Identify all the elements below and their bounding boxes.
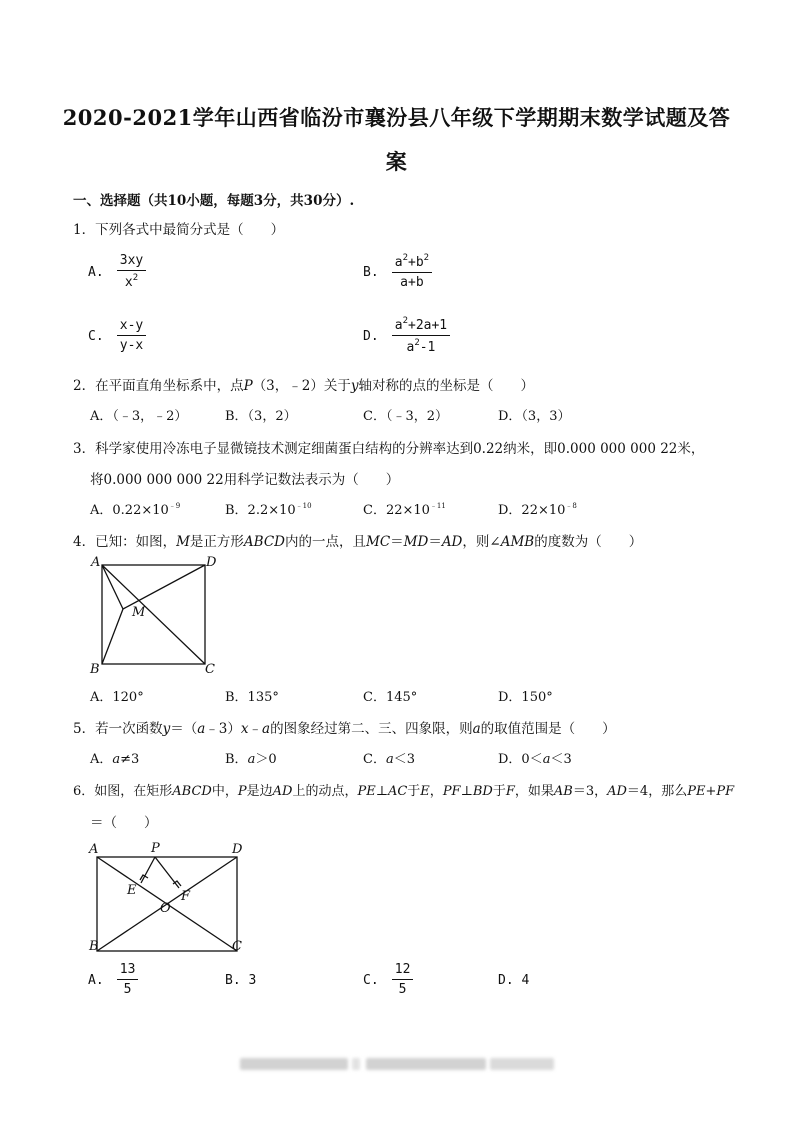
q1-a-numerator: 3xy — [117, 253, 146, 271]
question-5-stem: 5．若一次函数y＝（a﹣3）x﹣a的图象经过第二、三、四象限，则a的取值范围是（ ） — [73, 721, 616, 737]
q5-option-c: C．a＜3 — [363, 752, 415, 767]
q6-c-denominator: 5 — [398, 982, 407, 997]
q1-option-c — [88, 318, 146, 353]
q4-option-d: D．150° — [498, 690, 553, 705]
q3-option-a: A．$0.22\times 10^{﹣9}$ — [90, 502, 181, 518]
q1-option-b-fraction — [392, 253, 432, 290]
question-1-stem: 1．下列各式中最简分式是（ ） — [73, 222, 285, 238]
fig6-label-o: O — [160, 901, 171, 916]
fig6-label-f: F — [181, 889, 191, 904]
q2-option-a: A．（﹣3，﹣2） — [90, 409, 188, 424]
fig6-label-c: C — [232, 939, 242, 954]
question-6-stem: 6．如图，在矩形ABCD中，P是边AD上的动点，PE⊥AC于E，PF⊥BD于F，如果AB＝3，AD＝4，那么PE+PF — [73, 784, 735, 799]
q4-option-a: A．120° — [90, 690, 144, 705]
q1-c-numerator: x-y — [117, 318, 146, 336]
document-title-line1: 2020-2021学年山西省临汾市襄汾县八年级下学期期末数学试题及答 — [62, 105, 731, 130]
question-6-line2: ＝（ ） — [90, 815, 158, 831]
q6-option-a-fraction — [117, 962, 139, 997]
q6-a-numerator: 13 — [117, 962, 139, 980]
section-heading: 一、选择题（共10小题，每题3分，共30分）. — [73, 193, 355, 209]
q1-option-b — [363, 253, 432, 290]
q6-option-c — [363, 962, 413, 997]
fig4-label-m: M — [132, 605, 146, 620]
q1-option-c-fraction — [117, 318, 146, 353]
q1-option-d-letter: D. — [363, 329, 379, 344]
fig4-label-a: A — [91, 555, 101, 570]
q2-option-c: C．（﹣3，2） — [363, 409, 448, 424]
q1-a-denominator: $x^2$ — [124, 273, 139, 290]
q6-a-denominator: 5 — [123, 982, 132, 997]
q6-option-d: D. 4 — [498, 973, 530, 988]
fig6-label-e: E — [127, 883, 137, 898]
q5-option-b: B．a＞0 — [225, 752, 277, 767]
q1-option-c-letter: C. — [88, 329, 104, 344]
square-abcd-figure — [85, 552, 225, 680]
q1-option-d-fraction — [392, 316, 450, 355]
question-3-line1: 3．科学家使用冷冻电子显微镜技术测定细菌蛋白结构的分辨率达到0.22纳米，即0.000 000 000 22米， — [73, 441, 705, 457]
fig6-label-a: A — [89, 842, 99, 857]
question-2-stem: 2．在平面直角坐标系中，点P（3，﹣2）关于y轴对称的点的坐标是（ ） — [73, 378, 535, 394]
q1-d-denominator: $a^2-1$ — [406, 338, 436, 355]
fig4-label-d: D — [206, 555, 217, 570]
q1-option-a — [88, 253, 146, 290]
q2-option-b: B．（3，2） — [225, 409, 297, 424]
question-3-line2: 将0.000 000 000 22用科学记数法表示为（ ） — [90, 472, 400, 488]
q1-option-a-fraction — [117, 253, 146, 290]
q3-option-d: D．$22\times 10^{﹣8}$ — [498, 502, 577, 518]
q1-d-numerator: $a^2+2a+1$ — [392, 316, 450, 336]
q6-option-a — [88, 962, 138, 997]
q1-c-denominator: y-x — [119, 338, 144, 353]
fig6-label-p: P — [151, 841, 160, 856]
q5-option-a: A．a≠3 — [90, 752, 140, 767]
q3-option-b: B．$2.2\times 10^{﹣10}$ — [225, 502, 312, 518]
q2-option-d: D．（3，3） — [498, 409, 571, 424]
fig6-label-b: B — [89, 939, 99, 954]
q6-c-numerator: 12 — [392, 962, 414, 980]
q1-option-a-letter: A. — [88, 265, 104, 280]
question-4-stem: 4．已知：如图，M是正方形ABCD内的一点，且MC＝MD＝AD，则∠AMB的度数为（ ） — [73, 534, 643, 550]
fig6-label-d: D — [232, 842, 243, 857]
rectangle-abcd-figure — [85, 838, 255, 958]
q6-option-c-fraction — [392, 962, 414, 997]
fig4-label-b: B — [90, 662, 100, 677]
q4-option-b: B．135° — [225, 690, 279, 705]
q1-b-denominator: a+b — [400, 275, 424, 290]
document-title-line2: 案 — [385, 149, 408, 174]
q1-b-numerator: $a^2+b^2$ — [392, 253, 432, 273]
q5-option-d: D．0＜a＜3 — [498, 752, 572, 767]
fig4-label-c: C — [205, 662, 215, 677]
q1-option-d — [363, 316, 450, 355]
q4-option-c: C．145° — [363, 690, 418, 705]
q3-option-c: C．$22\times 10^{﹣11}$ — [363, 502, 446, 518]
q6-option-a-letter: A. — [88, 973, 104, 988]
q1-option-b-letter: B. — [363, 265, 379, 280]
q6-option-b: B. 3 — [225, 973, 257, 988]
q6-option-c-letter: C. — [363, 973, 379, 988]
